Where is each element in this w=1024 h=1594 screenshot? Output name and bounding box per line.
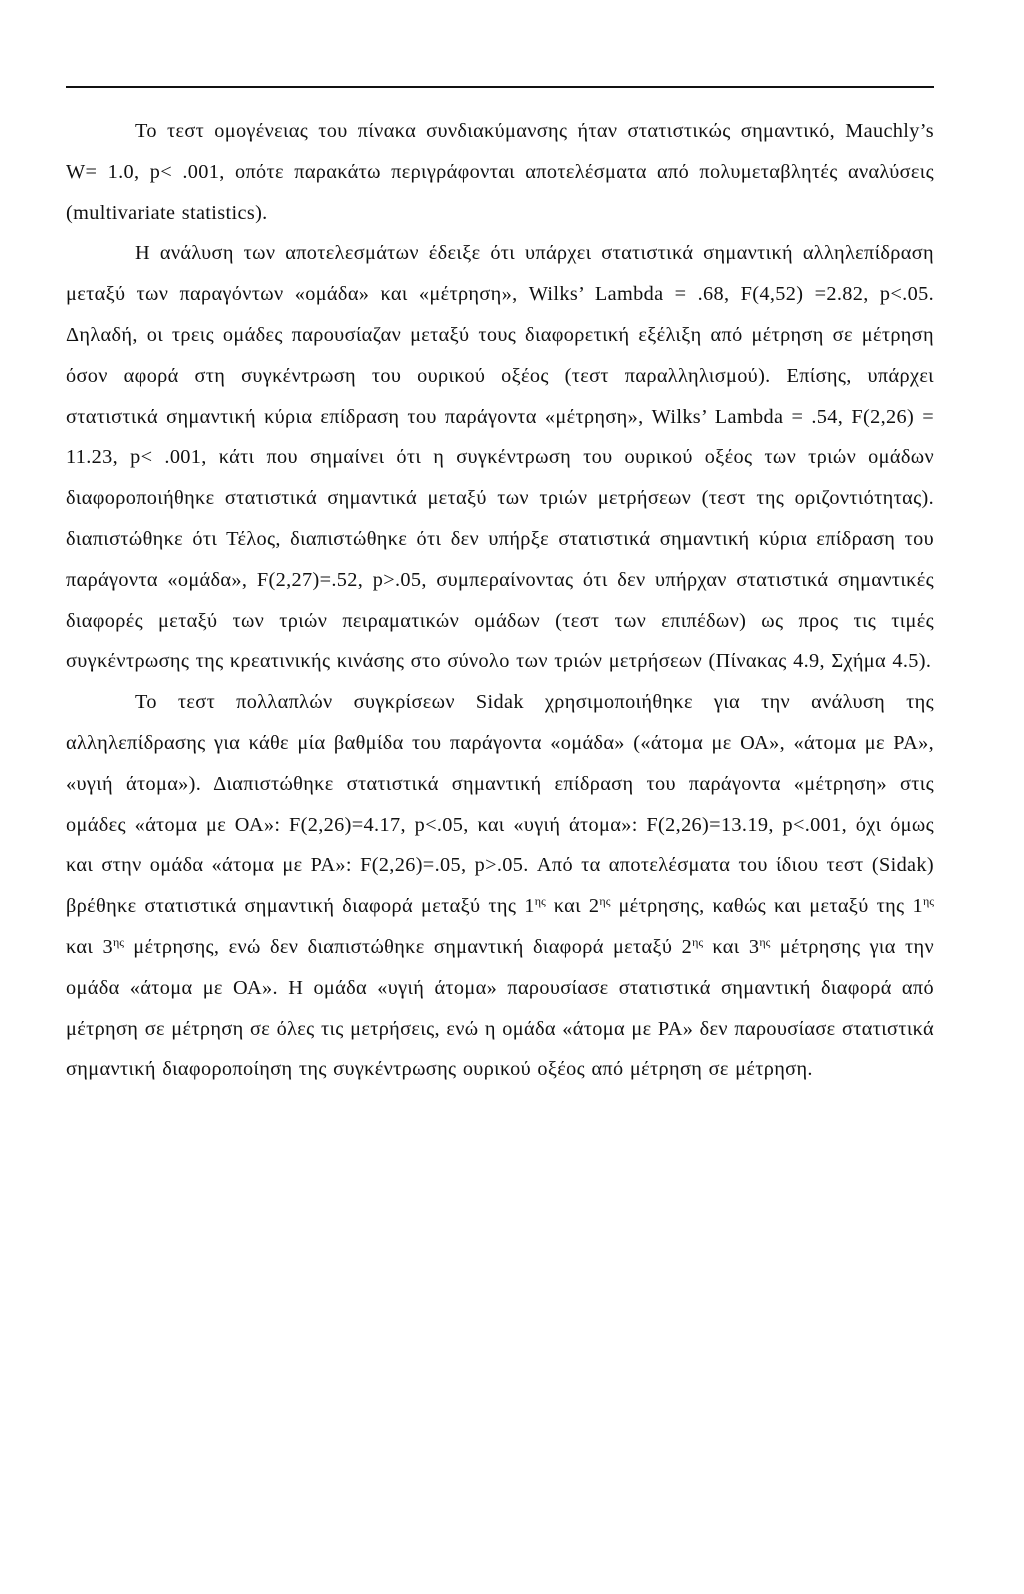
text-run: και 3 bbox=[703, 935, 760, 958]
text-run: Το τεστ πολλαπλών συγκρίσεων Sidak χρησιμοποιήθηκε για την ανάλυση της αλληλεπίδρασης για κάθε μία βαθμίδα του παράγοντα «ομάδα» («άτομα με ΟΑ», «άτομα με ΡΑ», «υγιή άτομα»). Διαπιστώθηκε στατιστικά σημαντική επίδραση του παράγοντα «μέτρηση» στις ομάδες «άτομα με ΟΑ»: F(2,26)=4.17, p<.05, και «υγιή άτομα»: F(2,26)=13.19, p<.001, όχι όμως και στην ομάδα «άτομα με ΡΑ»: F(2,26)=.05, p>.05. Από τα αποτελέσματα του ίδιου τεστ (Sidak) βρέθηκε στατιστικά σημαντική διαφορά μεταξύ της 1 bbox=[66, 691, 934, 918]
paragraph-sphericity-test bbox=[66, 111, 934, 233]
ordinal-superscript: ης bbox=[112, 934, 124, 949]
ordinal-superscript: ης bbox=[692, 934, 704, 949]
ordinal-superscript: ης bbox=[599, 894, 611, 909]
top-horizontal-rule bbox=[66, 86, 934, 88]
text-run: μέτρησης για την ομάδα «άτομα με ΟΑ». Η ομάδα «υγιή άτομα» παρουσίασε στατιστικά σημαντική διαφορά από μέτρηση σε μέτρηση σε όλες τις μετρήσεις, ενώ η ομάδα «άτομα με ΡΑ» δεν παρουσίασε στατιστικά σημαντική διαφοροποίηση της συγκέντρωσης ουρικού οξέος από μέτρηση σε μέτρηση. bbox=[66, 935, 934, 1081]
body-text bbox=[66, 111, 934, 1090]
text-run: μέτρησης, καθώς και μεταξύ της 1 bbox=[610, 895, 923, 918]
paragraph-sidak-comparisons bbox=[66, 682, 934, 1090]
ordinal-superscript: ης bbox=[759, 934, 771, 949]
text-run: και 3 bbox=[66, 935, 113, 958]
text-run: μέτρησης, ενώ δεν διαπιστώθηκε σημαντική διαφορά μεταξύ 2 bbox=[124, 935, 693, 958]
text-run: Η ανάλυση των αποτελεσμάτων έδειξε ότι υπάρχει στατιστικά σημαντική αλληλεπίδραση μεταξύ των παραγόντων «ομάδα» και «μέτρηση», Wilks’ Lambda = .68, F(4,52) =2.82, p<.05. Δηλαδή, οι τρεις ομάδες παρουσίαζαν μεταξύ τους διαφορετική εξέλιξη από μέτρηση σε μέτρηση όσον αφορά στη συγκέντρωση του ουρικού οξέος (τεστ παραλληλισμού). Επίσης, υπάρχει στατιστικά σημαντική κύρια επίδραση του παράγοντα «μέτρηση», Wilks’ Lambda = .54, F(2,26) = 11.23, p< .001, κάτι που σημαίνει ότι η συγκέντρωση του ουρικού οξέος των τριών ομάδων διαφοροποιήθηκε στατιστικά σημαντικά μεταξύ των τριών μετρήσεων (τεστ της οριζοντιότητας). διαπιστώθηκε ότι Τέλος, διαπιστώθηκε ότι δεν υπήρξε στατιστικά σημαντική κύρια επίδραση του παράγοντα «ομάδα», F(2,27)=.52, p>.05, συμπεραίνοντας ότι δεν υπήρχαν στατιστικά σημαντικές διαφορές μεταξύ των τριών πειραματικών ομάδων (τεστ των επιπέδων) ως προς τις τιμές συγκέντρωσης της κρεατινικής κινάσης στο σύνολο των τριών μετρήσεων (Πίνακας 4.9, Σχήμα 4.5). bbox=[66, 242, 934, 673]
text-run: Το τεστ ομογένειας του πίνακα συνδιακύμανσης ήταν στατιστικώς σημαντικό, Mauchly’s W= 1.0, p< .001, οπότε παρακάτω περιγράφονται αποτελέσματα από πολυμεταβλητές αναλύσεις (multivariate statistics). bbox=[66, 120, 934, 224]
text-run: και 2 bbox=[545, 895, 600, 918]
ordinal-superscript: ης bbox=[534, 894, 546, 909]
paragraph-interaction-results bbox=[66, 233, 934, 682]
ordinal-superscript: ης bbox=[922, 894, 934, 909]
